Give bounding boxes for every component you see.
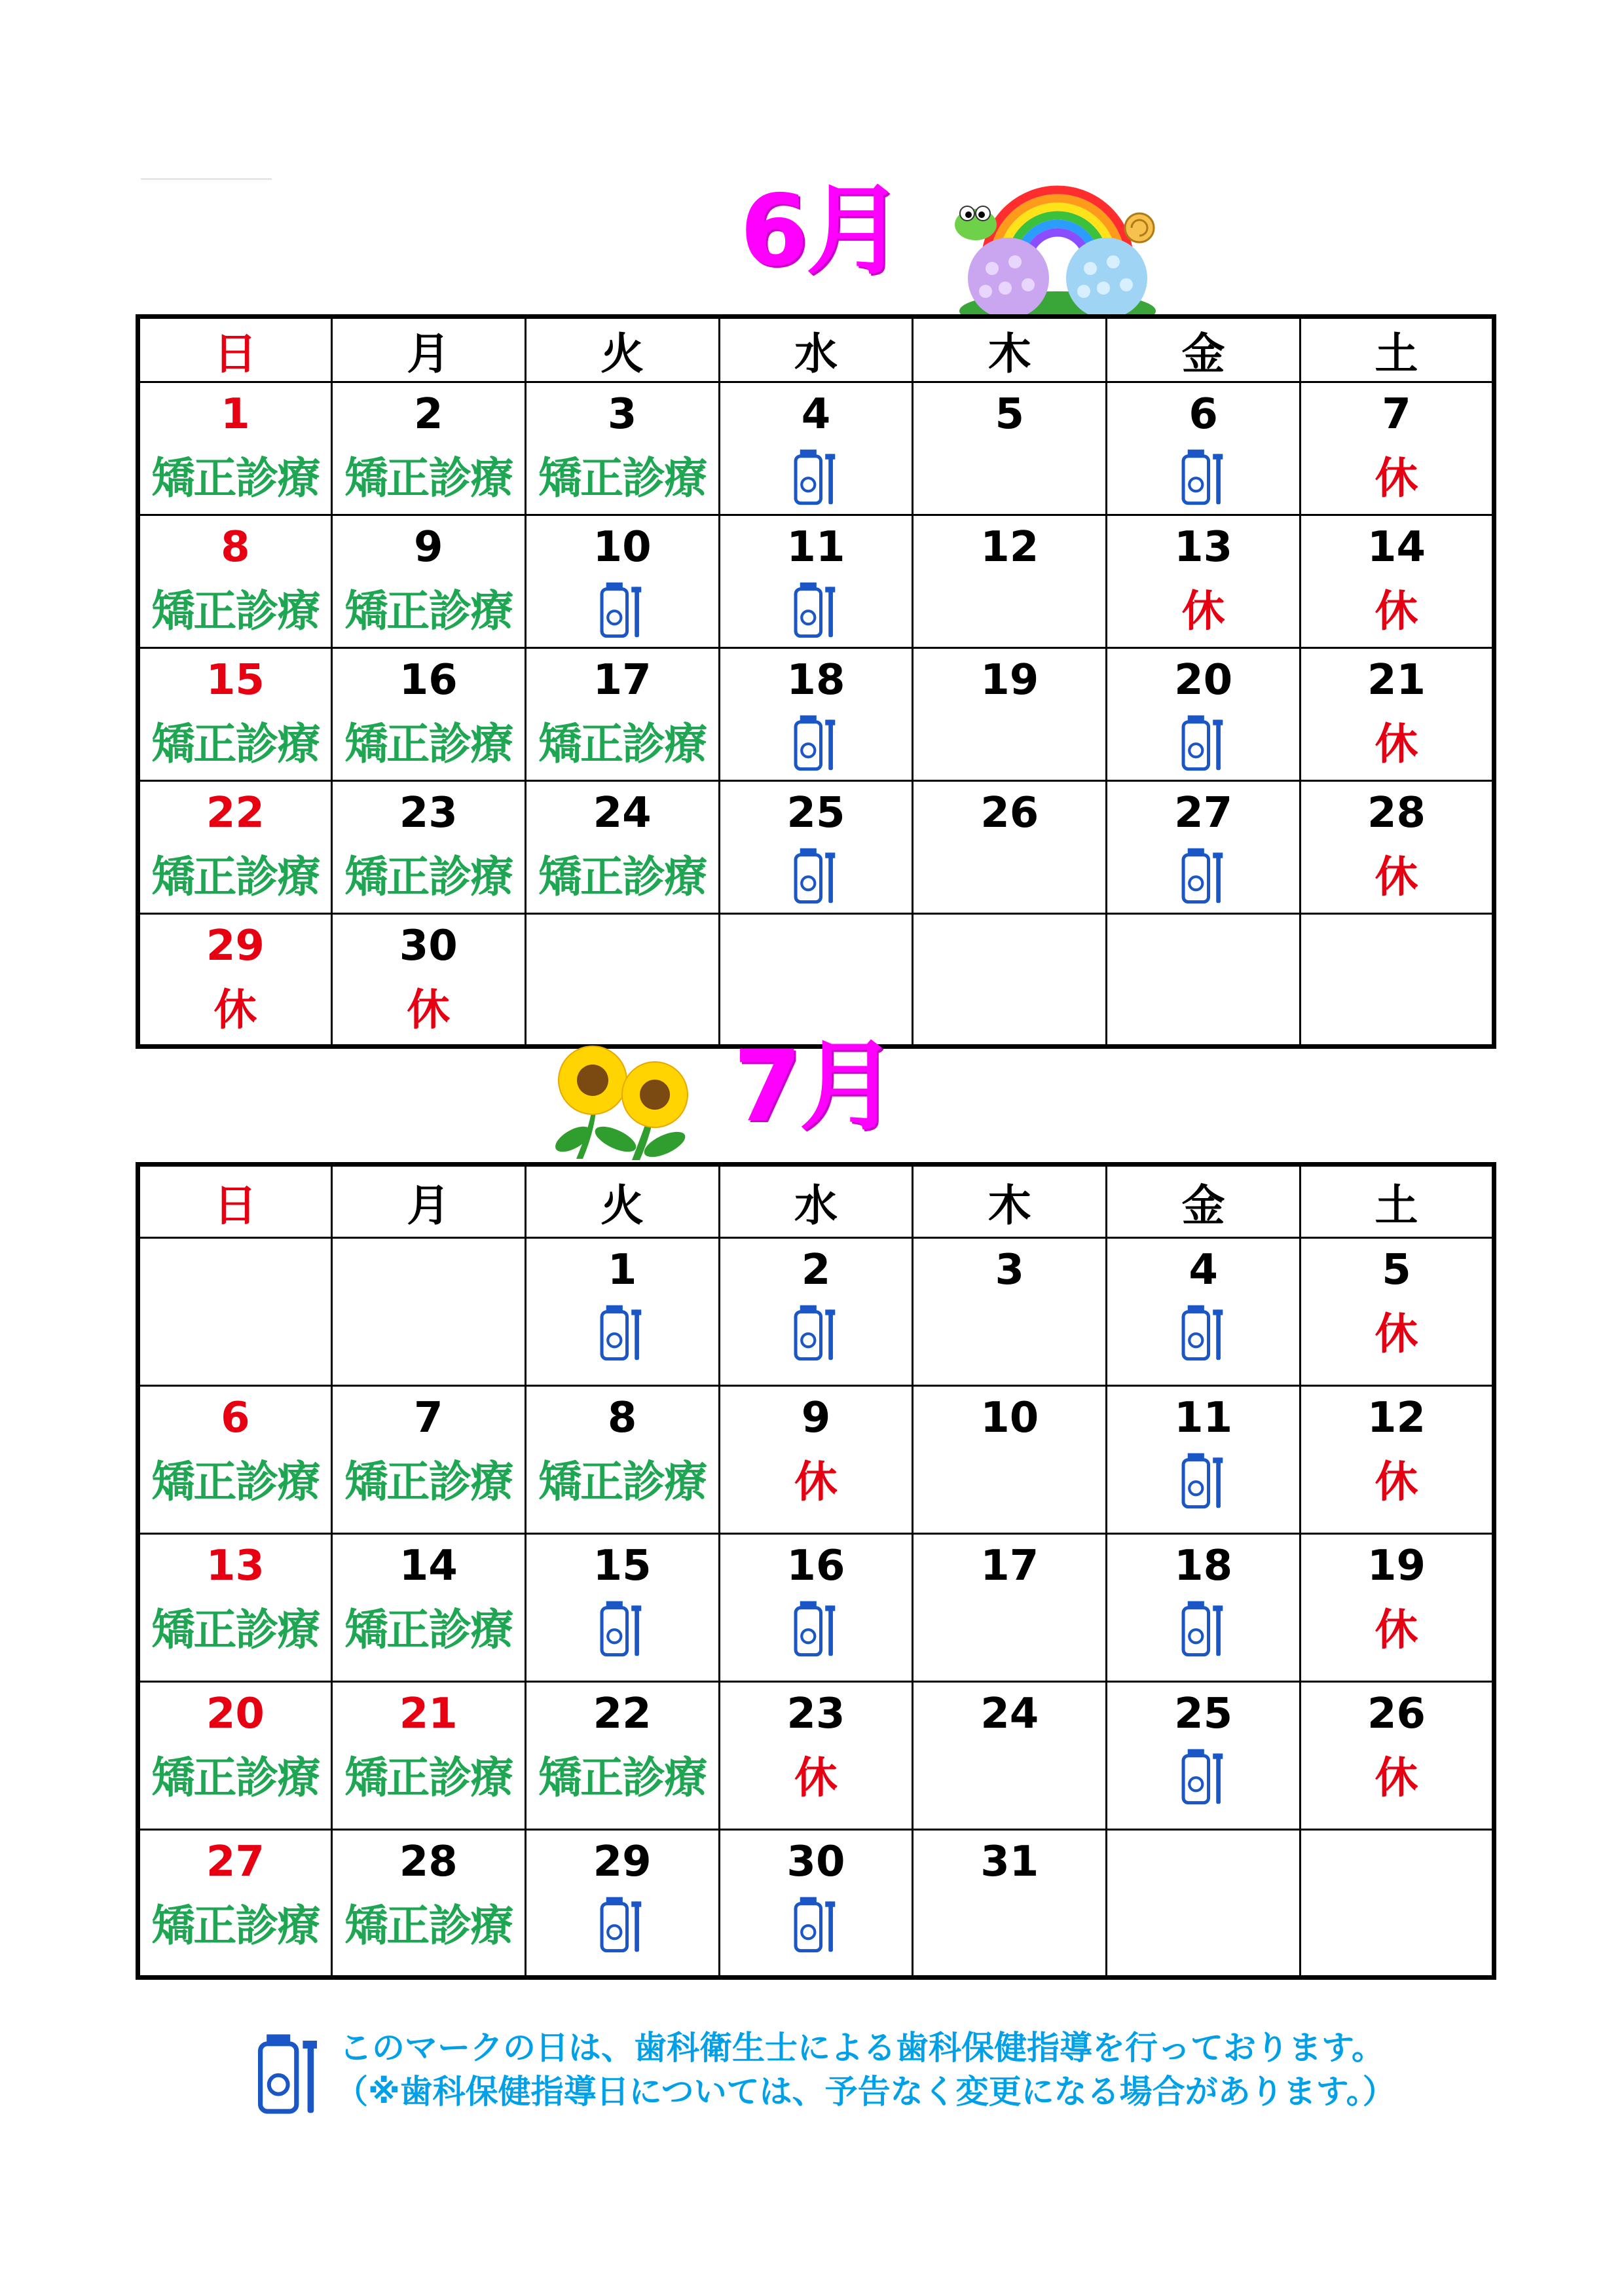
hygiene-guidance-mark [720,1893,912,1956]
orthodontic-label: 矯正診療 [538,719,707,769]
closed-label: 休 [794,1753,838,1803]
orthodontic-label: 矯正診療 [344,1901,513,1951]
orthodontic-label: 矯正診療 [151,1901,320,1951]
day-cell [1301,1682,1494,1830]
orthodontic-label: 矯正診療 [538,852,707,902]
day-number: 12 [980,523,1039,572]
day-number: 13 [206,1542,265,1590]
day-cell [1107,914,1301,1047]
day-number: 22 [593,1690,652,1738]
orthodontic-label: 矯正診療 [151,1753,320,1803]
day-number: 23 [399,789,458,837]
orthodontic-label: 矯正診療 [151,852,320,902]
day-cell [331,1682,525,1830]
day-cell [913,1238,1107,1386]
day-cell [913,1386,1107,1534]
day-cell [1107,1386,1301,1534]
day-cell [719,781,913,914]
toothpaste-toothbrush-icon [593,1304,652,1364]
day-cell [331,1830,525,1978]
toothpaste-toothbrush-icon [1174,1748,1233,1808]
day-cell [331,515,525,648]
day-number: 11 [1174,1394,1233,1442]
weekday-header: 土 [1301,317,1494,382]
day-number: 21 [1367,656,1426,704]
orthodontic-label: 矯正診療 [538,1457,707,1507]
week-row [138,914,1494,1047]
weekday-header: 水 [719,317,913,382]
day-cell [138,1534,332,1682]
day-number: 2 [801,1246,831,1294]
day-number: 6 [221,1394,250,1442]
day-number: 5 [995,390,1025,439]
june-calendar [136,314,1496,1049]
week-row [138,1238,1494,1386]
legend-text-2: （※歯科保健指導日については、予告なく変更になる場合があります。） [335,2073,1395,2111]
hygiene-guidance-mark [1107,845,1299,907]
closed-label: 休 [213,985,257,1035]
toothpaste-toothbrush-icon [1174,448,1233,509]
day-number: 5 [1382,1246,1411,1294]
orthodontic-label: 矯正診療 [344,852,513,902]
orthodontic-label: 矯正診療 [344,1457,513,1507]
day-number: 3 [607,390,637,439]
toothpaste-toothbrush-icon [786,1304,845,1364]
day-cell [719,648,913,781]
day-number: 14 [1367,523,1426,572]
week-row [138,515,1494,648]
day-cell [331,1238,525,1386]
day-cell [913,781,1107,914]
toothpaste-toothbrush-icon [593,1600,652,1660]
day-cell [525,1386,719,1534]
day-cell [331,382,525,515]
day-number: 26 [1367,1690,1426,1738]
orthodontic-label: 矯正診療 [344,453,513,503]
closed-label: 休 [1181,586,1225,636]
day-cell [1107,382,1301,515]
day-number: 17 [593,656,652,704]
day-cell [331,1534,525,1682]
closed-label: 休 [1375,1309,1418,1359]
closed-label: 休 [407,985,451,1035]
week-row [138,1386,1494,1534]
hygiene-guidance-mark [720,1302,912,1364]
day-cell [1107,781,1301,914]
weekday-header: 日 [138,1165,332,1238]
hygiene-guidance-mark [720,845,912,907]
day-number: 20 [1174,656,1233,704]
day-cell [331,648,525,781]
hygiene-guidance-mark [720,446,912,509]
day-number: 29 [206,922,265,970]
closed-label: 休 [1375,1605,1418,1655]
orthodontic-label: 矯正診療 [151,719,320,769]
day-cell [1301,1830,1494,1978]
day-cell [138,648,332,781]
day-number: 12 [1367,1394,1426,1442]
legend-text-1: このマークの日は、歯科衛生士による歯科保健指導を行っております。 [339,2029,1384,2067]
june-title: 6月 [740,174,902,288]
day-cell [913,914,1107,1047]
day-cell [1107,1534,1301,1682]
day-number: 1 [607,1246,637,1294]
day-number: 9 [801,1394,831,1442]
day-number: 18 [786,656,845,704]
day-number: 8 [607,1394,637,1442]
orthodontic-label: 矯正診療 [538,453,707,503]
day-cell [525,1830,719,1978]
hygiene-guidance-mark [1107,1745,1299,1808]
day-cell [525,1682,719,1830]
day-cell [331,1386,525,1534]
day-cell [1301,515,1494,648]
day-number: 15 [206,656,265,704]
day-number: 24 [980,1690,1039,1738]
day-cell [1301,1534,1494,1682]
day-number: 7 [414,1394,443,1442]
day-cell [1107,515,1301,648]
day-cell [525,914,719,1047]
orthodontic-label: 矯正診療 [151,1457,320,1507]
day-number: 23 [786,1690,845,1738]
hygiene-guidance-mark [1107,712,1299,774]
day-cell [1301,648,1494,781]
day-number: 16 [786,1542,845,1590]
closed-label: 休 [1375,1753,1418,1803]
day-cell [719,1238,913,1386]
day-cell [138,781,332,914]
day-cell [138,1238,332,1386]
weekday-header: 月 [331,317,525,382]
hygiene-guidance-mark [1107,1302,1299,1364]
toothpaste-toothbrush-icon [254,2033,325,2119]
orthodontic-label: 矯正診療 [344,719,513,769]
closed-label: 休 [1375,852,1418,902]
weekday-header: 土 [1301,1165,1494,1238]
day-number: 31 [980,1838,1039,1886]
day-cell [719,515,913,648]
hygiene-guidance-mark [1107,446,1299,509]
day-number: 2 [414,390,443,439]
day-number: 22 [206,789,265,837]
day-number: 11 [786,523,845,572]
faint-header-line [141,178,272,180]
day-cell [331,914,525,1047]
day-cell [1107,648,1301,781]
day-number: 27 [206,1838,265,1886]
day-number: 14 [399,1542,458,1590]
toothpaste-toothbrush-icon [786,714,845,774]
day-number: 30 [786,1838,845,1886]
weekday-header: 金 [1107,317,1301,382]
toothpaste-toothbrush-icon [786,581,845,642]
orthodontic-label: 矯正診療 [344,586,513,636]
day-cell [719,1830,913,1978]
day-cell [138,382,332,515]
day-number: 16 [399,656,458,704]
day-cell [719,1386,913,1534]
day-cell [138,515,332,648]
weekday-header: 日 [138,317,332,382]
day-cell [913,1682,1107,1830]
day-cell [525,382,719,515]
day-cell [138,1386,332,1534]
july-title: 7月 [733,1030,895,1144]
day-cell [1107,1238,1301,1386]
weekday-header: 月 [331,1165,525,1238]
day-cell [719,382,913,515]
hygiene-guidance-mark [720,1597,912,1660]
week-row [138,382,1494,515]
day-number: 8 [221,523,250,572]
week-row [138,781,1494,914]
toothpaste-toothbrush-icon [1174,714,1233,774]
sunflower-icon [553,1041,694,1165]
day-cell [1301,1238,1494,1386]
day-number: 15 [593,1542,652,1590]
day-cell [138,1830,332,1978]
day-cell [913,648,1107,781]
day-number: 30 [399,922,458,970]
closed-label: 休 [1375,586,1418,636]
day-cell [719,1534,913,1682]
orthodontic-label: 矯正診療 [344,1753,513,1803]
day-number: 19 [980,656,1039,704]
toothpaste-toothbrush-icon [1174,1452,1233,1512]
day-number: 28 [1367,789,1426,837]
day-cell [525,781,719,914]
rainbow-hydrangea-icon [940,157,1175,318]
day-cell [1301,1386,1494,1534]
weekday-header: 木 [913,1165,1107,1238]
day-number: 25 [786,789,845,837]
day-number: 4 [1189,1246,1218,1294]
day-number: 20 [206,1690,265,1738]
week-row [138,1682,1494,1830]
day-cell [913,1534,1107,1682]
july-calendar [136,1162,1496,1980]
weekday-header: 水 [719,1165,913,1238]
toothpaste-toothbrush-icon [1174,1600,1233,1660]
orthodontic-label: 矯正診療 [151,453,320,503]
day-number: 17 [980,1542,1039,1590]
hygiene-guidance-mark [526,579,718,642]
day-number: 10 [593,523,652,572]
day-number: 21 [399,1690,458,1738]
orthodontic-label: 矯正診療 [538,1753,707,1803]
day-number: 13 [1174,523,1233,572]
day-number: 4 [801,390,831,439]
hygiene-guidance-mark [526,1597,718,1660]
toothpaste-toothbrush-icon [786,448,845,509]
week-row [138,1830,1494,1978]
closed-label: 休 [1375,1457,1418,1507]
toothpaste-toothbrush-icon [1174,1304,1233,1364]
day-cell [913,382,1107,515]
day-cell [138,1682,332,1830]
toothpaste-toothbrush-icon [593,581,652,642]
hygiene-guidance-mark [720,712,912,774]
day-cell [1301,781,1494,914]
closed-label: 休 [1375,719,1418,769]
weekday-header: 木 [913,317,1107,382]
toothpaste-toothbrush-icon [786,1600,845,1660]
closed-label: 休 [1375,453,1418,503]
hygiene-guidance-mark [1107,1449,1299,1512]
weekday-header: 火 [525,317,719,382]
day-number: 26 [980,789,1039,837]
toothpaste-toothbrush-icon [786,1896,845,1956]
day-cell [525,648,719,781]
day-cell [719,1682,913,1830]
day-number: 18 [1174,1542,1233,1590]
toothpaste-toothbrush-icon [786,847,845,907]
day-cell [1107,1682,1301,1830]
weekday-header: 金 [1107,1165,1301,1238]
week-row [138,1534,1494,1682]
day-number: 29 [593,1838,652,1886]
closed-label: 休 [794,1457,838,1507]
day-cell [719,914,913,1047]
day-number: 28 [399,1838,458,1886]
orthodontic-label: 矯正診療 [151,1605,320,1655]
day-number: 6 [1189,390,1218,439]
day-number: 10 [980,1394,1039,1442]
day-number: 27 [1174,789,1233,837]
day-number: 25 [1174,1690,1233,1738]
hygiene-guidance-mark [526,1302,718,1364]
week-row [138,648,1494,781]
orthodontic-label: 矯正診療 [344,1605,513,1655]
toothpaste-toothbrush-icon [1174,847,1233,907]
day-cell [138,914,332,1047]
day-cell [1301,382,1494,515]
day-cell [913,515,1107,648]
day-number: 24 [593,789,652,837]
day-cell [331,781,525,914]
day-cell [525,1238,719,1386]
hygiene-guidance-mark [1107,1597,1299,1660]
hygiene-guidance-mark [526,1893,718,1956]
hygiene-guidance-mark [720,579,912,642]
day-cell [525,1534,719,1682]
day-number: 7 [1382,390,1411,439]
day-cell [913,1830,1107,1978]
orthodontic-label: 矯正診療 [151,586,320,636]
day-number: 1 [221,390,250,439]
day-number: 9 [414,523,443,572]
day-cell [1107,1830,1301,1978]
weekday-header: 火 [525,1165,719,1238]
day-number: 19 [1367,1542,1426,1590]
toothpaste-toothbrush-icon [593,1896,652,1956]
day-number: 3 [995,1246,1025,1294]
day-cell [525,515,719,648]
day-cell [1301,914,1494,1047]
